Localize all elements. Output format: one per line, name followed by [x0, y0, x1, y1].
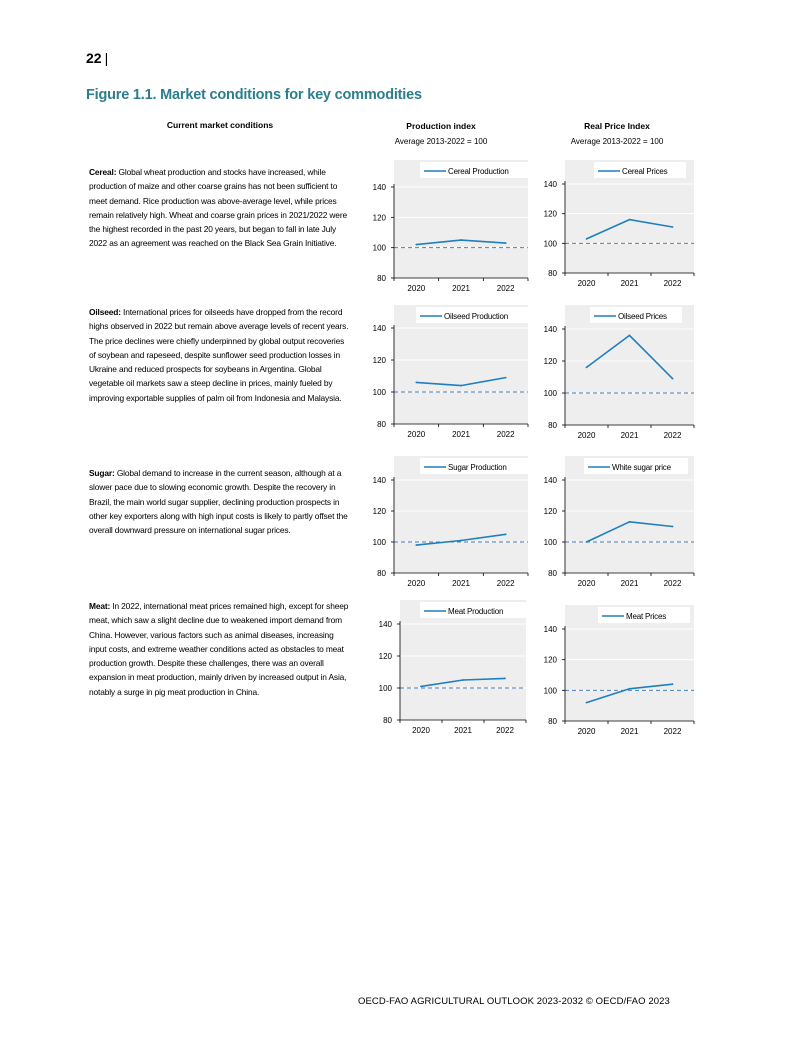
- y-tick-label: 140: [372, 183, 386, 192]
- y-tick-label: 120: [378, 652, 392, 661]
- oilseed-prices-chart: [534, 305, 697, 440]
- data-point: [672, 526, 674, 528]
- data-point: [629, 335, 631, 337]
- cereal-production-chart: [372, 160, 530, 295]
- page-number-value: 22: [86, 50, 102, 66]
- y-tick-label: 80: [548, 717, 557, 726]
- price-column-title: Real Price Index: [584, 121, 650, 131]
- data-point: [415, 382, 417, 384]
- y-tick-label: 140: [543, 625, 557, 634]
- x-tick-label: 2021: [620, 727, 639, 736]
- data-point: [505, 533, 507, 535]
- meat-production-chart: [372, 600, 530, 738]
- meat-prices-chart: [534, 605, 697, 738]
- cereal-prices-chart: [534, 160, 697, 290]
- x-tick-label: 2022: [496, 430, 515, 439]
- oilseed-paragraph: [89, 305, 351, 405]
- x-tick-label: 2020: [407, 579, 426, 588]
- x-tick-label: 2021: [620, 431, 639, 440]
- x-tick-label: 2021: [620, 579, 639, 588]
- y-tick-label: 80: [377, 420, 386, 429]
- y-tick-label: 80: [548, 569, 557, 578]
- x-tick-label: 2021: [452, 430, 470, 439]
- data-point: [504, 678, 506, 680]
- figure-title: Figure 1.1. Market conditions for key commodities: [86, 87, 422, 103]
- data-point: [672, 226, 674, 228]
- cereal-text: Global wheat production and stocks have increased, while production of maize and other coarse grains has not been sufficient to meet demand. Rice production was above-average level, while prices remain relatively high. Wheat and coarse grain prices in 2021/2022 were the highest recorded in the past 20 years, but began to fall in late July 2022 as an agreement was reached on the Black Sea Grain Initiative.: [89, 167, 347, 249]
- y-tick-label: 120: [372, 507, 386, 516]
- y-tick-label: 80: [383, 716, 392, 725]
- y-tick-label: 80: [548, 269, 557, 278]
- x-tick-label: 2022: [663, 431, 682, 440]
- x-tick-label: 2021: [452, 579, 470, 588]
- sugar-paragraph: [89, 466, 351, 537]
- x-tick-label: 2020: [577, 279, 596, 288]
- white-sugar-price-chart: [534, 456, 697, 586]
- y-tick-label: 140: [378, 620, 392, 629]
- x-tick-label: 2020: [577, 727, 596, 736]
- legend-label: Oilseed Production: [444, 312, 508, 321]
- conditions-column-title: Current market conditions: [166, 120, 274, 130]
- y-tick-label: 140: [543, 325, 557, 334]
- x-tick-label: 2022: [496, 579, 515, 588]
- meat-text: In 2022, international meat prices remained high, except for sheep meat, which saw a slight decline due to weakened import demand from China. However, various factors such as animal diseases, increasing input costs, and extreme weather conditions acted as obstacles to meat production growth. Despite these challenges, there was an overall expansion in meat production, mainly driven by increased output in Asia, notably a surge in pig meat production in China.: [89, 601, 349, 697]
- y-tick-label: 100: [372, 243, 386, 253]
- y-tick-label: 120: [543, 655, 557, 665]
- data-point: [586, 367, 588, 369]
- data-point: [460, 540, 462, 542]
- y-tick-label: 100: [378, 684, 392, 693]
- y-tick-label: 120: [543, 507, 557, 516]
- legend-label: Cereal Prices: [622, 167, 668, 176]
- y-tick-label: 100: [543, 538, 557, 547]
- data-point: [460, 385, 462, 387]
- y-tick-label: 120: [372, 356, 386, 365]
- legend-label: Meat Prices: [626, 612, 667, 621]
- x-tick-label: 2021: [452, 284, 470, 293]
- production-column-subtitle: Average 2013-2022 = 100: [394, 137, 488, 146]
- data-point: [505, 377, 507, 379]
- y-tick-label: 120: [543, 357, 557, 366]
- data-point: [420, 686, 422, 688]
- meat-label: Meat:: [89, 601, 111, 611]
- legend-label: Cereal Production: [448, 167, 509, 176]
- x-tick-label: 2022: [663, 579, 682, 588]
- data-point: [586, 238, 588, 240]
- x-tick-label: 2020: [577, 431, 596, 440]
- data-point: [462, 679, 464, 681]
- x-tick-label: 2021: [620, 279, 639, 288]
- x-tick-label: 2022: [663, 279, 682, 288]
- sugar-label: Sugar:: [89, 468, 115, 478]
- page-footer: OECD-FAO AGRICULTURAL OUTLOOK 2023-2032 © OECD/FAO 2023: [358, 996, 670, 1007]
- data-point: [586, 541, 588, 543]
- y-tick-label: 80: [377, 569, 386, 578]
- y-tick-label: 100: [372, 388, 386, 397]
- y-tick-label: 120: [543, 209, 557, 219]
- page-number: [86, 50, 108, 66]
- y-tick-label: 140: [543, 476, 557, 485]
- x-tick-label: 2020: [412, 726, 430, 735]
- legend-label: Sugar Production: [448, 463, 507, 472]
- data-point: [460, 239, 462, 241]
- x-tick-label: 2022: [496, 726, 514, 735]
- y-tick-label: 80: [377, 274, 386, 283]
- cereal-paragraph: [89, 165, 351, 251]
- data-point: [629, 688, 631, 690]
- sugar-text: Global demand to increase in the current season, although at a slower pace due to slowing economic growth. Despite the recovery in Brazil, the main world sugar supplier, declining production prospects in other key exporters along with high input costs is likely to partly offset the overall downward pressure on international sugar prices.: [89, 468, 348, 536]
- oilseed-text: International prices for oilseeds have dropped from the record highs observed in 2022 but remain above average levels of recent years. The price declines were chiefly underpinned by global output recoveries of soybean and rapeseed, despite sunflower seed production losses in Ukraine and reduced prospects for soybeans in Argentina. Global vegetable oil markets saw a steep decline in prices, mainly fueled by improving exportable supplies of palm oil from Indonesia and Malaysia.: [89, 307, 349, 403]
- x-tick-label: 2022: [663, 727, 682, 736]
- data-point: [629, 219, 631, 221]
- legend-label: Oilseed Prices: [618, 312, 667, 321]
- y-tick-label: 100: [372, 538, 386, 547]
- data-point: [505, 242, 507, 244]
- page-number-separator: |: [104, 50, 109, 66]
- legend-label: Meat Production: [448, 607, 504, 616]
- x-tick-label: 2021: [454, 726, 472, 735]
- legend-label: White sugar price: [612, 463, 671, 472]
- y-tick-label: 120: [372, 213, 386, 223]
- price-column-subtitle: Average 2013-2022 = 100: [570, 137, 664, 146]
- data-point: [672, 378, 674, 380]
- data-point: [629, 521, 631, 523]
- y-tick-label: 140: [543, 180, 557, 189]
- x-tick-label: 2020: [407, 284, 426, 293]
- y-tick-label: 140: [372, 476, 386, 485]
- production-column-title: Production index: [406, 121, 476, 131]
- data-point: [672, 683, 674, 685]
- y-tick-label: 140: [372, 324, 386, 333]
- x-tick-label: 2022: [496, 284, 515, 293]
- x-tick-label: 2020: [407, 430, 426, 439]
- sugar-production-chart: [372, 456, 530, 586]
- oilseed-label: Oilseed:: [89, 307, 121, 317]
- cereal-label: Cereal:: [89, 167, 117, 177]
- y-tick-label: 80: [548, 421, 557, 430]
- meat-paragraph: [89, 599, 351, 699]
- y-tick-label: 100: [543, 239, 557, 249]
- data-point: [415, 544, 417, 546]
- y-tick-label: 100: [543, 389, 557, 398]
- data-point: [586, 702, 588, 704]
- y-tick-label: 100: [543, 686, 557, 696]
- data-point: [415, 244, 417, 246]
- oilseed-production-chart: [372, 305, 530, 440]
- x-tick-label: 2020: [577, 579, 596, 588]
